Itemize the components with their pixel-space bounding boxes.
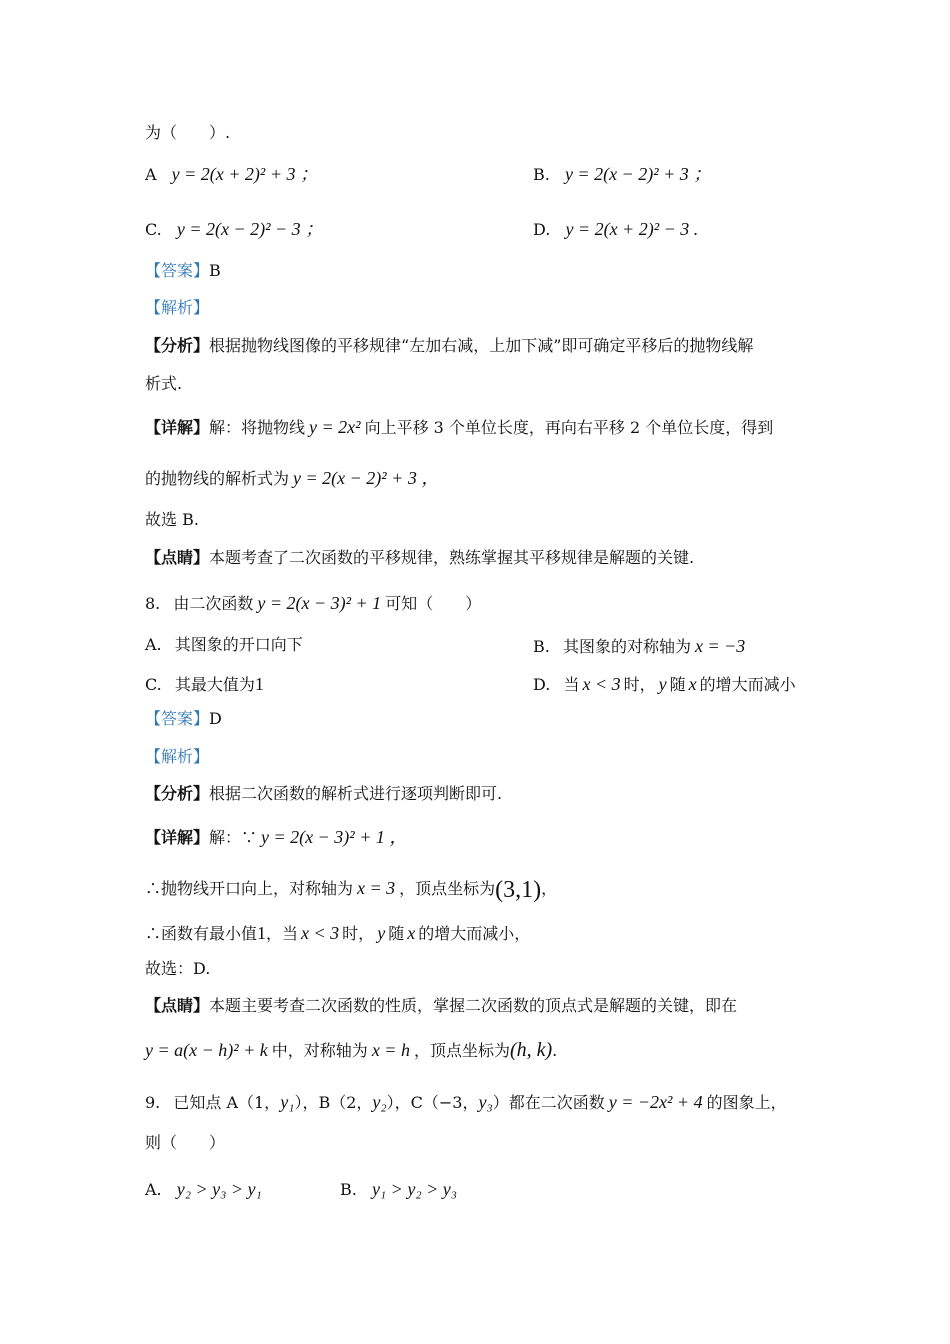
q7-dianjing	[145, 550, 694, 566]
q7-answer-value: B	[209, 261, 221, 280]
q8-xiangjie-tag: 【详解】	[145, 828, 210, 847]
q7-analysis-tag: 【解析】	[145, 298, 210, 317]
q8-xiangjie-formula: y = 2(x − 3)² + 1 ，	[261, 827, 408, 847]
q8-stem-pre: 由二次函数	[173, 594, 254, 613]
q8-step2-formula: x < 3	[301, 923, 340, 943]
q8-option-d-text: 当	[563, 675, 580, 694]
q8-option-d	[533, 675, 796, 693]
q9-option-b-label: B.	[340, 1180, 357, 1199]
q8-stem-formula: y = 2(x − 3)² + 1	[257, 593, 382, 613]
q7-fenxi	[145, 338, 753, 354]
q7-conclusion: 故选 B.	[145, 510, 199, 529]
q8-option-b	[533, 637, 745, 655]
q8-option-b-label: B.	[533, 637, 550, 656]
q8-step2-var1: y	[377, 923, 386, 943]
q9-option-a-label: A.	[145, 1180, 162, 1199]
q7-option-c-label: C.	[145, 220, 162, 239]
q8-step1-formula: x = 3	[357, 878, 396, 898]
q7-answer	[145, 263, 221, 279]
q9-y1: y₁	[280, 1092, 295, 1112]
q9-stem-formula: y = −2x² + 4	[608, 1092, 703, 1112]
q7-xiangjie-post: 向上平移 3 个单位长度，再向右平移 2 个单位长度，得到	[364, 418, 774, 437]
q8-dianjing-tag: 【点睛】	[145, 996, 210, 1015]
q8-option-c	[145, 675, 264, 693]
q8-dianjing-formula: y = a(x − h)² + k	[145, 1040, 268, 1060]
q8-answer-tag: 【答案】	[145, 709, 210, 728]
q8-fenxi	[145, 786, 502, 802]
q8-dianjing-line1: 本题主要考查二次函数的性质，掌握二次函数的顶点式是解题的关键，即在	[209, 996, 738, 1015]
q8-option-b-text: 其图象的对称轴为	[562, 637, 691, 656]
q8-step2-mid2: 时，	[342, 924, 375, 943]
q9-stem-c: ），C（−3，	[386, 1093, 479, 1112]
q8-step2	[145, 924, 530, 942]
q7-option-c-formula: y = 2(x − 2)² − 3 ；	[176, 219, 324, 239]
q7-option-b-label: B.	[533, 165, 550, 184]
q7-option-b-formula: y = 2(x − 2)² + 3 ；	[564, 164, 712, 184]
q8-stem	[145, 594, 481, 612]
q8-step1-end: ，	[541, 879, 558, 898]
q8-option-d-formula: x < 3	[582, 674, 621, 694]
q7-option-a-formula: y = 2(x + 2)² + 3 ；	[171, 164, 318, 184]
q8-option-a-label: A.	[145, 635, 162, 654]
q7-xiangjie-formula: y = 2x²	[309, 417, 361, 437]
q8-step2-val: 1	[257, 923, 267, 943]
q8-stem-post: 可知（ ）	[385, 594, 482, 613]
q9-option-a	[145, 1180, 262, 1198]
q8-step1-point: (3,1)	[495, 877, 542, 903]
q8-step1	[145, 878, 557, 902]
q8-step1-pre: ∴抛物线开口向上，对称轴为	[145, 879, 354, 898]
q7-answer-tag: 【答案】	[145, 261, 210, 280]
q8-dianjing-mid: 中，对称轴为	[271, 1041, 368, 1060]
q9-y3: y₃	[478, 1092, 493, 1112]
q8-dianjing-end: .	[552, 1041, 558, 1060]
q9-stem	[145, 1093, 787, 1111]
q9-option-a-formula: y₂ > y₃ > y₁	[176, 1179, 262, 1199]
q8-step2-end: 的增大而减小，	[418, 924, 531, 943]
q7-xiangjie-line2-pre: 的抛物线的解析式为	[145, 469, 290, 488]
q7-xiangjie-tag: 【详解】	[145, 418, 210, 437]
q8-xiangjie	[145, 828, 407, 846]
q7-xiangjie-pre: 解：将抛物线	[209, 418, 306, 437]
q7-fenxi-tag: 【分析】	[145, 336, 210, 355]
q8-number: 8.	[145, 594, 161, 613]
q7-stem-tail: 为（ ）.	[145, 123, 231, 142]
q8-step1-mid: ，顶点坐标为	[399, 879, 496, 898]
q8-step2-var2: x	[407, 923, 416, 943]
q8-option-d-var2: x	[688, 674, 697, 694]
q8-option-a-text: 其图象的开口向下	[174, 635, 303, 654]
q8-dianjing-vertex: (h, k)	[509, 1039, 553, 1061]
q9-stem-b: ），B（2，	[294, 1093, 373, 1112]
q7-option-d-label: D.	[533, 220, 551, 239]
q9-stem-pre: 已知点 A（1，	[173, 1093, 281, 1112]
q7-option-c	[145, 220, 323, 238]
q9-y2: y₂	[372, 1092, 387, 1112]
q8-analysis-tag: 【解析】	[145, 747, 210, 766]
q9-stem-line2: 则（ ）	[145, 1133, 226, 1152]
q7-fenxi-line1: 根据抛物线图像的平移规律“左加右减，上加下减”即可确定平移后的抛物线解	[209, 336, 754, 355]
q7-dianjing-text: 本题考查了二次函数的平移规律，熟练掌握其平移规律是解题的关键.	[209, 548, 695, 567]
q7-option-d	[533, 220, 698, 238]
q8-option-d-label: D.	[533, 675, 551, 694]
q8-option-c-text: 其最大值为	[174, 675, 255, 694]
q8-step2-mid: ，当	[266, 924, 299, 943]
q7-fenxi-line2: 析式.	[145, 374, 183, 393]
q8-option-c-label: C.	[145, 675, 162, 694]
q8-dianjing-mid2: ，顶点坐标为	[413, 1041, 510, 1060]
q9-option-b-formula: y₁ > y₂ > y₃	[371, 1179, 457, 1199]
q8-conclusion: 故选：D.	[145, 959, 211, 978]
q9-stem-post: 的图象上，	[706, 1093, 787, 1112]
q7-option-a	[145, 165, 318, 183]
q8-option-a	[145, 637, 303, 653]
q8-option-d-text4: 的增大而减小	[699, 675, 796, 694]
q7-option-d-formula: y = 2(x + 2)² − 3 .	[565, 219, 699, 239]
q9-number: 9.	[145, 1093, 161, 1112]
q7-option-a-label: A	[145, 165, 157, 184]
q8-option-d-text2: 时，	[623, 675, 656, 694]
q8-step2-mid3: 随	[388, 924, 405, 943]
q8-option-c-formula: 1	[254, 674, 264, 694]
q8-option-b-formula: x = −3	[694, 636, 746, 656]
q8-answer-value: D	[209, 709, 222, 728]
q9-stem-d: ）都在二次函数	[492, 1093, 605, 1112]
q8-fenxi-tag: 【分析】	[145, 784, 210, 803]
q8-dianjing-line2	[145, 1040, 557, 1060]
q7-xiangjie-line2	[145, 469, 439, 487]
q8-answer	[145, 711, 222, 727]
q7-dianjing-tag: 【点睛】	[145, 548, 210, 567]
q8-fenxi-text: 根据二次函数的解析式进行逐项判断即可.	[209, 784, 503, 803]
q8-step2-pre: ∴函数有最小值	[145, 924, 258, 943]
q7-xiangjie	[145, 418, 773, 436]
q8-dianjing	[145, 998, 737, 1014]
q8-option-d-var1: y	[658, 674, 667, 694]
q9-option-b	[340, 1180, 457, 1198]
q7-option-b	[533, 165, 711, 183]
q8-xiangjie-pre: 解：∵	[209, 828, 258, 847]
q8-option-d-text3: 随	[669, 675, 686, 694]
q8-dianjing-axis: x = h	[371, 1040, 410, 1060]
q7-xiangjie-line2-formula: y = 2(x − 2)² + 3 ，	[293, 468, 440, 488]
